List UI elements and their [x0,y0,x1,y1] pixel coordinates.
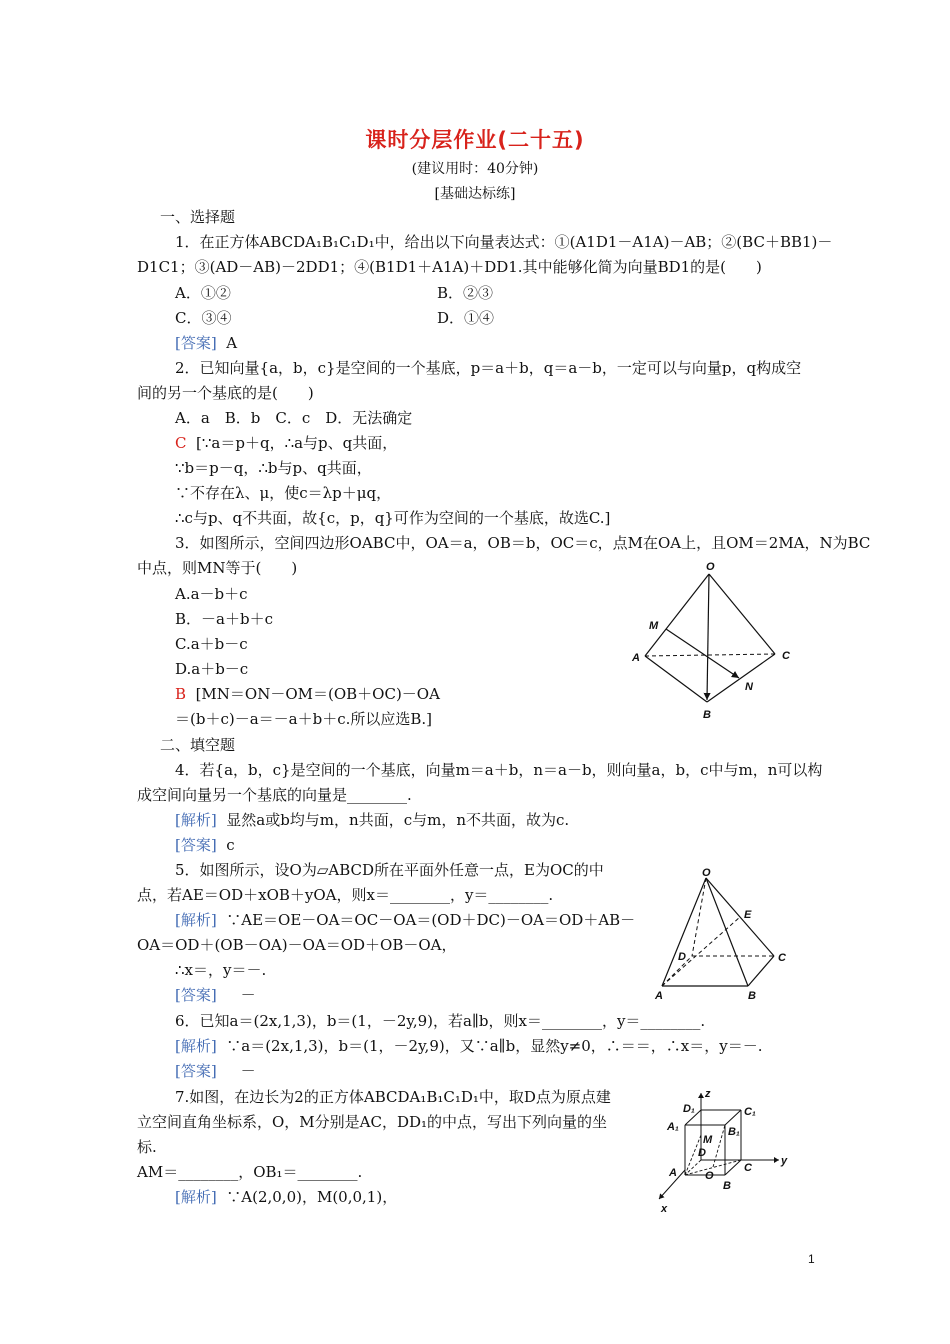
q3-solution-2: ＝(b＋c)－a＝－a＋b＋c.所以应选B.] [175,710,433,728]
answer-tag: [答案] [175,334,217,352]
q2-line2: 间的另一个基底的是( ) [137,384,314,402]
q1-option-c: C．③④ [175,309,232,327]
q4-solution: [解析] 显然a或b均与m，n共面，c与m，n不共面，故为c. [175,811,570,829]
q1-answer [175,333,237,353]
label-B1: B₁ [728,1126,740,1138]
q7-line2: 立空间直角坐标系，O，M分别是AC，DD₁的中点，写出下列向量的坐 [137,1113,608,1131]
q1-option-d: D．①④ [437,309,495,327]
label-M: M [703,1134,713,1146]
q5-pyramid-figure [652,868,797,1003]
q1-line2: D1C1；③(AD－AB)－2DD1；④(B1D1＋A1A)＋DD1.其中能够化简为向量BD1的是( ) [137,258,762,276]
q5-line1: 5．如图所示，设O为▱ABCD所在平面外任意一点，E为OC的中 [175,861,604,879]
q4-line1: 4．若{a，b，c}是空间的一个基底，向量m＝a＋b，n＝a－b，则向量a，b，c中与m，n可以构 [175,761,823,779]
doc-title: 课时分层作业(二十五) [365,128,585,152]
label-E: E [744,909,752,921]
label-D1: D₁ [683,1103,695,1115]
q7-cube-figure [655,1085,790,1220]
label-B: B [723,1180,731,1192]
label-y: y [781,1155,788,1167]
q3-line2: 中点，则MN等于( ) [137,559,298,577]
q1-option-b: B．②③ [437,284,494,302]
label-A1: A₁ [667,1121,679,1133]
q5-answer: [答案] － [175,986,256,1004]
level-label: [基础达标练] [434,186,516,202]
q4-line2: 成空间向量另一个基底的向量是________. [137,786,412,804]
q3-solution-1: B [MN＝ON－OM＝(OB＋OC)－OA [175,685,440,703]
label-D: D [698,1147,706,1159]
q7-line1: 7.如图，在边长为2的正方体ABCDA₁B₁C₁D₁中，取D点为原点建 [175,1088,611,1106]
label-N: N [745,681,753,693]
q2-solution-2: ∵b＝p－q，∴b与p、q共面， [175,459,372,477]
answer-letter: B [175,685,187,703]
answer-value: A [226,334,238,352]
section-choice: 一、选择题 [160,208,236,226]
q3-option-b: B．－a＋b＋c [175,610,273,628]
label-C: C [778,952,786,964]
q1-option-a: A．①② [175,284,231,302]
label-z: z [705,1088,711,1100]
q7-line3: 标. [137,1138,157,1156]
q3-option-a: A.a－b＋c [175,585,248,603]
q3-option-d: D.a＋b－c [175,660,249,678]
q7-line4: AM＝________，OB₁＝________. [137,1163,363,1181]
label-B: B [703,709,711,721]
label-O: O [705,1170,714,1182]
q2-options: A．a B．b C．c D．无法确定 [175,409,413,427]
q5-solution-3: ∴x＝，y＝－. [175,961,267,979]
q2-solution-4: ∴c与p、q不共面，故{c，p，q}可作为空间的一个基底，故选C.] [175,509,611,527]
answer-letter: C [175,434,187,452]
q3-line1: 3．如图所示，空间四边形OABC中，OA＝a，OB＝b，OC＝c，点M在OA上，且OM＝2MA，N为BC [175,534,871,552]
q7-solution: [解析] ∵A(2,0,0)，M(0,0,1)， [175,1188,398,1206]
q5-solution-2: OA＝OD＋(OB－OA)－OA＝OD＋OB－OA， [137,936,457,954]
q5-solution-1: [解析] ∵AE＝OE－OA＝OC－OA＝(OD＋DC)－OA＝OD＋AB－ [175,911,636,929]
label-A: A [632,652,640,664]
label-O: O [702,868,711,879]
label-D: D [678,951,686,963]
time-hint: (建议用时：40分钟) [411,161,539,177]
q4-answer: [答案] c [175,836,235,854]
q6-solution: [解析] ∵a＝(2x,1,3)，b＝(1，－2y,9)，又∵a∥b，显然y≠0，∴＝＝，∴x＝，y＝－. [175,1037,763,1055]
label-C: C [782,650,790,662]
label-C: C [744,1162,752,1174]
q3-tetrahedron-figure [625,560,805,725]
label-A: A [655,990,663,1002]
q1-line1: 1．在正方体ABCDA₁B₁C₁D₁中，给出以下向量表达式：①(A1D1－A1A)－AB；②(BC＋BB1)－ [175,233,833,251]
q3-option-c: C.a＋b－c [175,635,248,653]
section-fill: 二、填空题 [160,736,236,754]
q6-line1: 6．已知a＝(2x,1,3)，b＝(1，－2y,9)，若a∥b，则x＝________，y＝________. [175,1012,706,1030]
label-O: O [706,561,715,573]
label-B: B [748,990,756,1002]
q5-line2: 点，若AE＝OD＋xOB＋yOA，则x＝________，y＝________. [137,886,554,904]
page-number: 1 [808,1252,815,1266]
q6-answer: [答案] － [175,1062,256,1080]
q2-solution-1: C [∵a＝p＋q，∴a与p、q共面， [175,434,398,452]
label-C1: C₁ [744,1106,756,1118]
q2-line1: 2．已知向量{a，b，c}是空间的一个基底，p＝a＋b，q＝a－b，一定可以与向量p，q构成空 [175,359,802,377]
label-A: A [669,1167,677,1179]
label-M: M [649,620,659,632]
q2-solution-3: ∵不存在λ、μ，使c＝λp＋μq， [175,484,392,502]
label-x: x [661,1203,668,1215]
